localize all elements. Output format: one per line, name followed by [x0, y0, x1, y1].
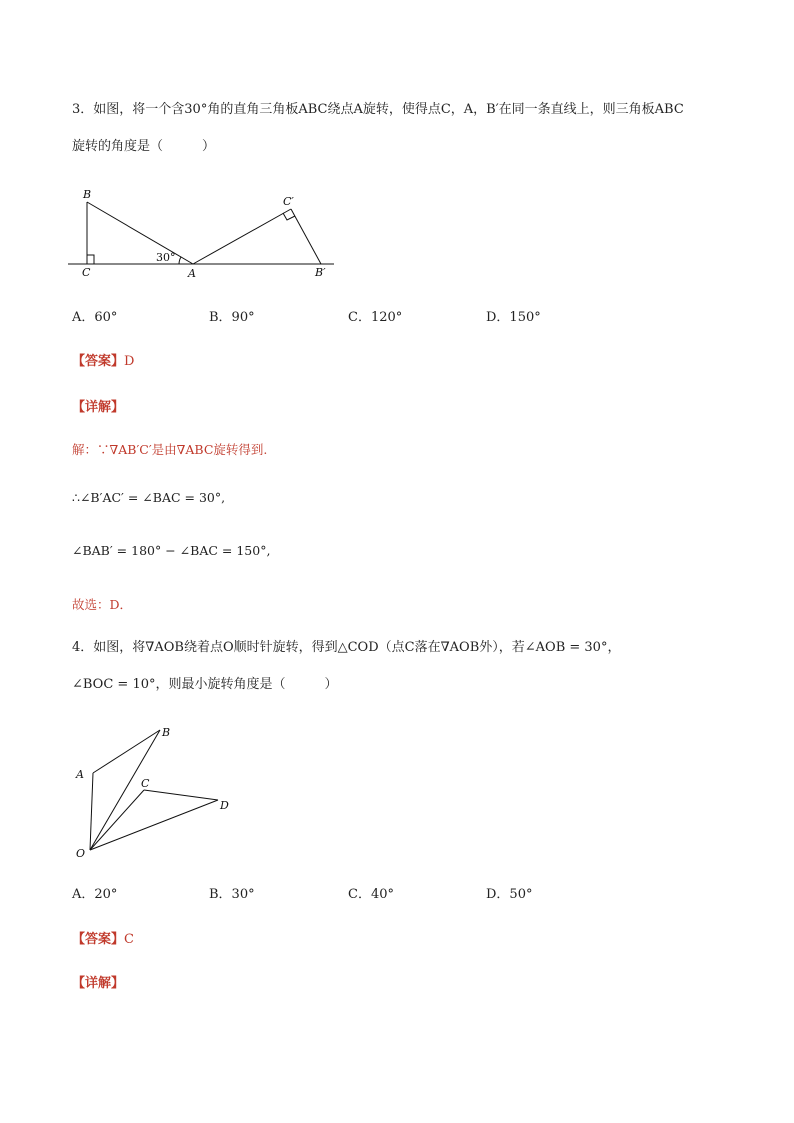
q3-solution-4: 故选：D．: [72, 597, 133, 612]
q3-detail-tag: 【详解】: [72, 400, 125, 415]
q4-answer-row: [72, 928, 134, 947]
q4-figure: [68, 718, 248, 868]
q3-stem-line1: 3．如图，将一个含30°角的直角三角板ABC绕点A旋转，使得点C，A，B′在同一条直线上，则三角板ABC: [72, 102, 684, 117]
q4-answer-value: C: [124, 932, 134, 947]
q4-label-a: A: [76, 768, 84, 781]
q4-option-b: B．30°: [209, 887, 255, 902]
q3-right-angle-c: [87, 255, 94, 264]
q3-label-angle: 30°: [156, 251, 176, 264]
q4-label-b: B: [162, 726, 171, 739]
q3-label-b-prime: B′: [315, 266, 326, 279]
q4-segment-ab: [93, 730, 160, 773]
q3-answer-value: D: [124, 354, 135, 369]
q3-label-b: B: [83, 188, 92, 201]
q4-label-c: C: [141, 777, 150, 790]
q3-segment-c-prime-b-prime: [291, 209, 321, 264]
q3-angle-arc: [179, 257, 181, 264]
q4-stem-line2: ∠BOC = 10°，则最小旋转角度是（ ）: [72, 677, 338, 692]
q4-segment-ob: [90, 730, 160, 850]
q3-label-a: A: [188, 267, 196, 280]
q4-option-c: C．40°: [348, 887, 394, 902]
q4-segment-oc: [90, 790, 144, 850]
q4-label-o: O: [76, 847, 86, 860]
q3-segment-ba: [87, 202, 193, 264]
q4-stem-line1: 4．如图，将∇AOB绕着点O顺时针旋转，得到△COD（点C落在∇AOB外），若∠AOB = 30°，: [72, 640, 621, 655]
q3-option-d: D．150°: [486, 310, 541, 325]
q3-solution-2: ∴∠B′AC′ = ∠BAC = 30°,: [72, 490, 226, 505]
q3-solution-1: 解：∵∇AB′C′是由∇ABC旋转得到.: [72, 442, 268, 457]
q3-answer-tag: 【答案】: [72, 354, 125, 369]
q3-label-c: C: [82, 266, 91, 279]
q3-option-b: B．90°: [209, 310, 255, 325]
q3-figure: [60, 182, 350, 282]
q4-option-a: A．20°: [72, 887, 118, 902]
q4-segment-cd: [144, 790, 218, 800]
q3-segment-ac-prime: [193, 209, 291, 264]
q4-segment-oa: [90, 773, 93, 850]
q3-label-c-prime: C′: [283, 195, 294, 208]
q3-solution-3: ∠BAB′ = 180° − ∠BAC = 150°,: [72, 543, 271, 558]
q3-stem-line2: 旋转的角度是（ ）: [72, 139, 216, 154]
q3-option-c: C．120°: [348, 310, 403, 325]
q4-segment-od: [90, 800, 218, 850]
q4-option-d: D．50°: [486, 887, 533, 902]
q4-answer-tag: 【答案】: [72, 932, 125, 947]
q4-detail-tag: 【详解】: [72, 976, 125, 991]
q3-answer-row: [72, 350, 134, 369]
q3-option-a: A．60°: [72, 310, 118, 325]
q4-label-d: D: [220, 799, 229, 812]
